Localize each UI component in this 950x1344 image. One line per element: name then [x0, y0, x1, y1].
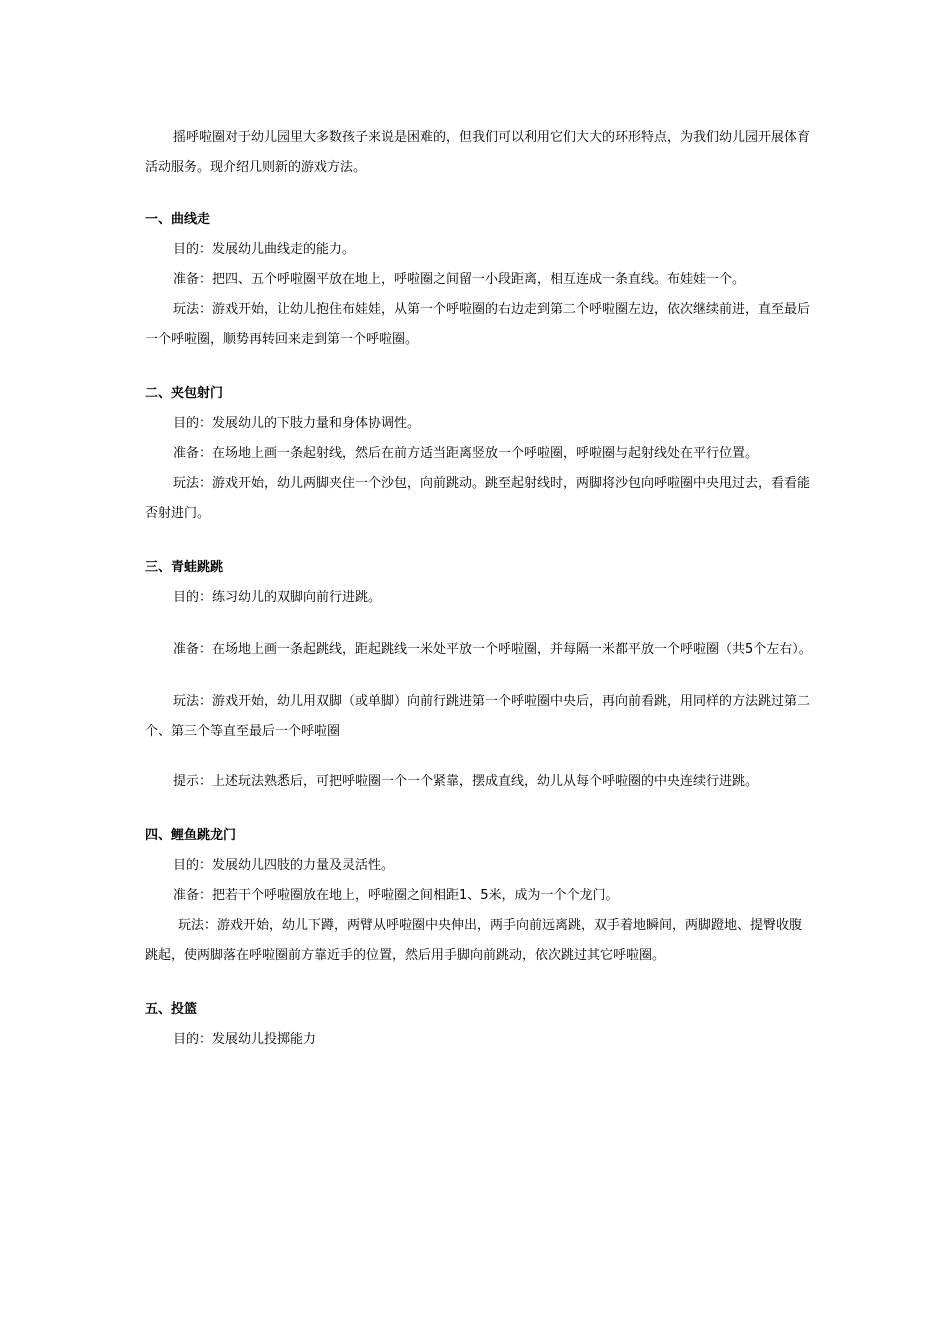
- section-3-play: 玩法：游戏开始，幼儿用双脚（或单脚）向前行跳进第一个呼啦圈中央后，再向前看跳，用同样的方法跳过第二个、第三个等直至最后一个呼啦圈: [145, 694, 811, 739]
- section-1-prep: 准备：把四、五个呼啦圈平放在地上，呼啦圈之间留一小段距离，相互连成一条直线。布娃娃一个。: [173, 272, 746, 287]
- section-2-goal: 目的：发展幼儿的下肢力量和身体协调性。: [173, 416, 421, 431]
- section-4-prep: 准备：把若干个呼啦圈放在地上，呼啦圈之间相距1、5米，成为一个个龙门。: [173, 888, 619, 903]
- section-5-goal: 目的：发展幼儿投掷能力: [173, 1032, 317, 1047]
- section-3-tip: 提示：上述玩法熟悉后，可把呼啦圈一个一个紧靠，摆成直线，幼儿从每个呼啦圈的中央连续行进跳。: [173, 774, 759, 789]
- section-heading-5: 五、投篮: [145, 1002, 198, 1017]
- section-2-play: 玩法：游戏开始，幼儿两脚夹住一个沙包，向前跳动。跳至起射线时，两脚将沙包向呼啦圈中央甩过去，看看能否射进门。: [145, 476, 811, 521]
- section-1-goal: 目的：发展幼儿曲线走的能力。: [173, 242, 356, 257]
- section-heading-1: 一、曲线走: [145, 212, 211, 227]
- section-heading-3: 三、青蛙跳跳: [145, 560, 224, 575]
- section-2-prep: 准备：在场地上画一条起射线，然后在前方适当距离竖放一个呼啦圈，呼啦圈与起射线处在平行位置。: [173, 446, 759, 461]
- section-heading-4: 四、鲤鱼跳龙门: [145, 828, 237, 843]
- intro-paragraph: 摇呼啦圈对于幼儿园里大多数孩子来说是困难的，但我们可以利用它们大大的环形特点，为我们幼儿园开展体育活动服务。现介绍几则新的游戏方法。: [145, 130, 811, 175]
- section-4-goal: 目的：发展幼儿四肢的力量及灵活性。: [173, 858, 395, 873]
- section-4-play: 玩法：游戏开始，幼儿下蹲，两臂从呼啦圈中央伸出，两手向前远离跳，双手着地瞬间，两脚蹬地、提臀收腹跳起，使两脚落在呼啦圈前方靠近手的位置，然后用手脚向前跳动，依次跳过其它呼啦圈。: [145, 918, 803, 963]
- section-3-goal: 目的：练习幼儿的双脚向前行进跳。: [173, 590, 382, 605]
- document-body: [145, 123, 813, 1055]
- section-heading-2: 二、夹包射门: [145, 386, 224, 401]
- section-1-play: 玩法：游戏开始，让幼儿抱住布娃娃，从第一个呼啦圈的右边走到第二个呼啦圈左边，依次继续前进，直至最后一个呼啦圈，顺势再转回来走到第一个呼啦圈。: [145, 302, 811, 347]
- section-3-prep: 准备：在场地上画一条起跳线，距起跳线一米处平放一个呼啦圈，并每隔一米都平放一个呼啦圈（共5个左右）。: [173, 642, 812, 657]
